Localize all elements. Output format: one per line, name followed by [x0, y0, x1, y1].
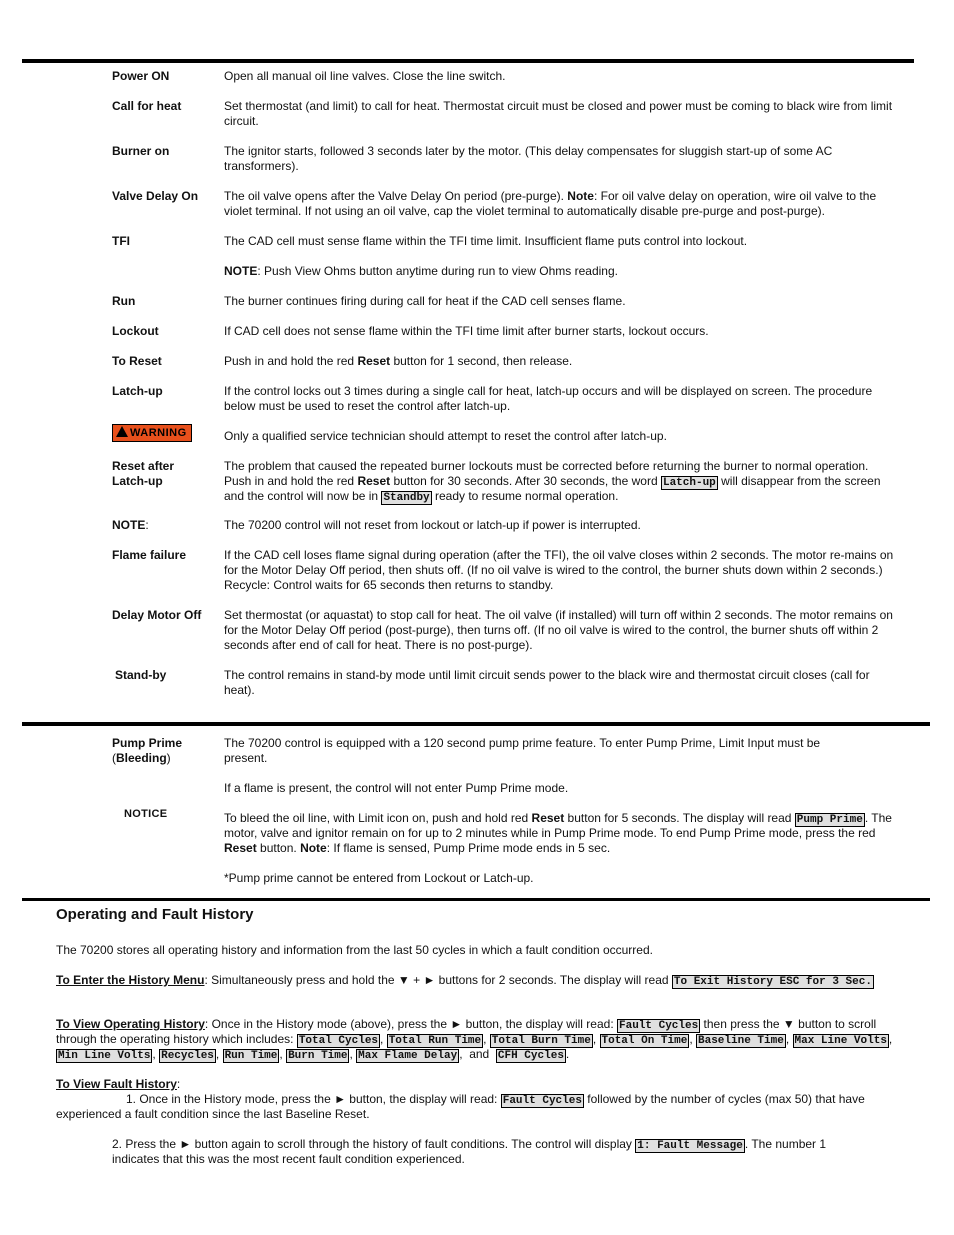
seq-label	[112, 459, 220, 489]
lcd-history-item: Min Line Volts	[58, 1050, 151, 1062]
text-run: followed by the number of cycles (max 50) that have experienced a fault condition since the last Baseline Reset.	[56, 1092, 865, 1121]
operating-history-items: Total Cycles , Total Run Time , Total Burn Time , Total On Time , Baseline Time , Max Line Volts , Min Line Volts , Recycles , Run Time , Burn Time , Max Flame Delay	[58, 1032, 893, 1062]
bold-run: Reset	[531, 811, 565, 825]
lcd-history-item: Total Cycles	[298, 1035, 379, 1047]
history-intro: The 70200 stores all operating history and information from the last 50 cycles in which a fault condition occurred.	[56, 943, 653, 957]
bold-run: Note	[567, 189, 594, 203]
pump-prime-p3	[224, 811, 896, 856]
seq-label: Latch-up	[112, 384, 163, 398]
seq-label: Burner on	[112, 144, 170, 158]
lcd-fault-cycles: Fault Cycles	[502, 1095, 582, 1107]
lcd-history-item: Total Run Time	[388, 1035, 482, 1047]
history-title: Operating and Fault History	[56, 906, 254, 923]
notice-text: NOTICE	[124, 808, 168, 820]
pump-prime-p2: If a flame is present, the control will not enter Pump Prime mode.	[224, 781, 569, 795]
text-run: button for 5 seconds. The display will read	[564, 811, 795, 825]
lcd-pump-prime: Pump Prime	[796, 814, 863, 826]
lcd-history-item: Max Line Volts	[794, 1035, 887, 1047]
seq-text: Set thermostat (and limit) to call for heat. Thermostat circuit must be closed and power must be coming to black wire from limit circuit.	[224, 99, 893, 128]
seq-label: Run	[112, 294, 136, 308]
seq-text: The control remains in stand-by mode until limit circuit sends power to the black wire and thermostat circuit closes (call for heat).	[224, 668, 870, 697]
lcd-history-item: Total On Time	[601, 1035, 688, 1047]
seq-label: Lockout	[112, 324, 159, 338]
lcd-history-item: Baseline Time	[698, 1035, 784, 1047]
exclamation-triangle-icon	[116, 426, 128, 437]
view-fault-heading: To View Fault History	[56, 1077, 177, 1091]
seq-text: If CAD cell does not sense flame within the TFI time limit after burner starts, lockout occurs.	[224, 324, 709, 338]
seq-label	[112, 518, 220, 533]
text-run: button.	[256, 841, 301, 855]
lcd-history-item: Total Burn Time	[491, 1035, 591, 1047]
bold-run: NOTE	[224, 264, 258, 278]
text-run: . The number 1 indicates that this was the most recent fault condition experienced.	[112, 1137, 827, 1166]
lcd-exit-history: To Exit History ESC for 3 Sec.	[673, 976, 872, 988]
text-run: button for 1 second, then release.	[390, 354, 573, 368]
seq-text: If the control locks out 3 times during a single call for heat, latch-up occurs and will be displayed on screen. The procedure below must be used to reset the control after latch-up.	[224, 384, 873, 413]
seq-text: The ignitor starts, followed 3 seconds later by the motor. (This delay compensates for sluggish start-up of some AC transformers).	[224, 144, 833, 173]
text-run: The problem that caused the repeated burner lockouts must be corrected before returning the burner to normal operation. Push in and hold the red	[224, 459, 869, 488]
text-run: To bleed the oil line, with Limit icon on, push and hold red	[224, 811, 532, 825]
text-run: will disappear from the screen and the control will now be in	[224, 474, 881, 503]
text-run: 2. Press the ► button again to scroll through the history of fault conditions. The control will display	[112, 1137, 636, 1151]
seq-text: Only a qualified service technician should attempt to reset the control after latch-up.	[224, 429, 667, 443]
bold-run: Reset	[357, 354, 391, 368]
text-run: : Push View Ohms button anytime during run to view Ohms reading.	[257, 264, 618, 278]
seq-label: Delay Motor Off	[112, 608, 202, 622]
seq-label: To Reset	[112, 354, 162, 368]
seq-text	[224, 189, 896, 219]
lcd-standby: Standby	[383, 492, 430, 504]
lcd-history-item: Burn Time	[288, 1050, 348, 1062]
seq-text: If the CAD cell loses flame signal during operation (after the TFI), the oil valve closes within 2 seconds. The motor re-mains on for the Motor Delay Off period, then shuts off. (If no oil valve is wired to the control, the burner shuts down within 2 seconds.) Recycle: Control waits for 65 seconds then returns to standby.	[224, 548, 894, 592]
text-run: then press the ▼ button to scroll through the operating history which includes:	[56, 1017, 877, 1046]
lcd-fault-cycles: Fault Cycles	[619, 1020, 699, 1032]
seq-label: TFI	[112, 234, 130, 248]
seq-label: Call for heat	[112, 99, 182, 113]
text-run: : Once in the History mode (above), press the ► button, the display will read:	[204, 1017, 617, 1031]
label-colon: :	[145, 518, 149, 532]
pump-prime-p1: The 70200 control is equipped with a 120 second pump prime feature. To enter Pump Prime, Limit Input must be present.	[224, 736, 821, 765]
view-op-heading: To View Operating History	[56, 1017, 205, 1031]
lcd-history-item: Recycles	[161, 1050, 214, 1062]
text-run: The oil valve opens after the Valve Delay On period (pre-purge).	[224, 189, 568, 203]
text-run: button for 30 seconds. After 30 seconds, the word	[390, 474, 661, 488]
text-run: : Simultaneously press and hold the ▼ + ► buttons for 2 seconds. The display will read	[204, 973, 672, 987]
text-run: ready to resume normal operation.	[431, 489, 619, 503]
bold-run: Note	[300, 841, 327, 855]
seq-text: The burner continues firing during call for heat if the CAD cell senses flame.	[224, 294, 626, 308]
text-run: :	[176, 1077, 181, 1091]
enter-heading: To Enter the History Menu	[56, 973, 205, 987]
label-line: Latch-up	[112, 474, 163, 488]
notice-label	[124, 806, 232, 822]
bold-run: Reset	[357, 474, 391, 488]
text-run: 1. Once in the History mode, press the ► button, the display will read:	[126, 1092, 501, 1106]
text-run: Push in and hold the red	[224, 354, 358, 368]
seq-text: Set thermostat (or aquastat) to stop call for heat. The oil valve (if installed) will turn off within 2 seconds. The motor remains on for the Motor Delay Off period (post-purge), then turns off. (If no oil valve is wired to the control, the burner shuts off within 2 seconds after end of call for heat. There is no post-purge).	[224, 608, 893, 652]
seq-text: The CAD cell must sense flame within the TFI time limit. Insufficient flame puts control into lockout.	[224, 234, 748, 248]
seq-text: The 70200 control will not reset from lockout or latch-up if power is interrupted.	[224, 518, 641, 532]
lcd-fault-message: 1: Fault Message	[637, 1140, 743, 1152]
seq-label: Stand-by	[115, 668, 167, 682]
top-rule	[22, 59, 914, 63]
seq-text	[224, 354, 896, 369]
seq-text: Open all manual oil line valves. Close the line switch.	[224, 69, 506, 83]
history-view-operating: To View Operating History: Once in the History mode (above), press the ► button, the display will read: Fault Cycles then press the ▼ button to scroll through the operating history which includes: Total Cycles , Total Run Time , Total Burn Time , Total On Time , Baseline Time , Max Line Volts , Min Line Volts , Recycles , Run Time , Burn Time , Max Flame Delay , and CFH Cycles .	[56, 1017, 893, 1062]
text-run: and	[469, 1047, 490, 1061]
bold-run: Reset	[224, 841, 257, 855]
section-rule	[22, 722, 930, 726]
seq-label: Power ON	[112, 69, 170, 83]
history-enter	[56, 973, 896, 988]
text-run: : If flame is sensed, Pump Prime mode ends in 5 sec.	[326, 841, 611, 855]
lcd-history-item: Max Flame Delay	[358, 1050, 458, 1062]
label-line: Reset after	[112, 459, 175, 473]
text-run: : For oil valve delay on operation, wire oil valve to the violet terminal. If not using an oil valve, cap the violet terminal to automatically disable pre-purge and post-purge).	[224, 189, 877, 218]
seq-text	[224, 459, 896, 504]
seq-text	[224, 264, 896, 279]
lcd-latch-up: Latch-up	[662, 477, 716, 489]
seq-label: Valve Delay On	[112, 189, 199, 203]
warning-badge-wrap	[112, 424, 220, 442]
section-rule	[22, 898, 930, 901]
label-bold: Bleeding	[116, 751, 167, 765]
seq-label: Flame failure	[112, 548, 187, 562]
history-view-fault-heading	[56, 1077, 896, 1092]
label-line: Pump Prime	[112, 736, 183, 750]
paren: )	[166, 751, 171, 765]
text-run: . The motor, valve and ignitor remain on for up to 2 minutes while in Pump Prime mode. To end Pump Prime mode, press the red	[224, 811, 892, 840]
lcd-history-item: Run Time	[224, 1050, 278, 1062]
history-fault-step-1	[56, 1092, 896, 1122]
warning-text: WARNING	[130, 427, 187, 439]
warning-badge	[112, 424, 192, 442]
label-bold: NOTE	[112, 518, 146, 532]
paren: (	[112, 751, 116, 765]
lcd-cfh-cycles: CFH Cycles	[497, 1050, 564, 1062]
history-fault-step-2	[112, 1137, 872, 1167]
pump-prime-p4: *Pump prime cannot be entered from Lockout or Latch-up.	[224, 871, 534, 885]
pump-prime-label	[112, 736, 220, 766]
